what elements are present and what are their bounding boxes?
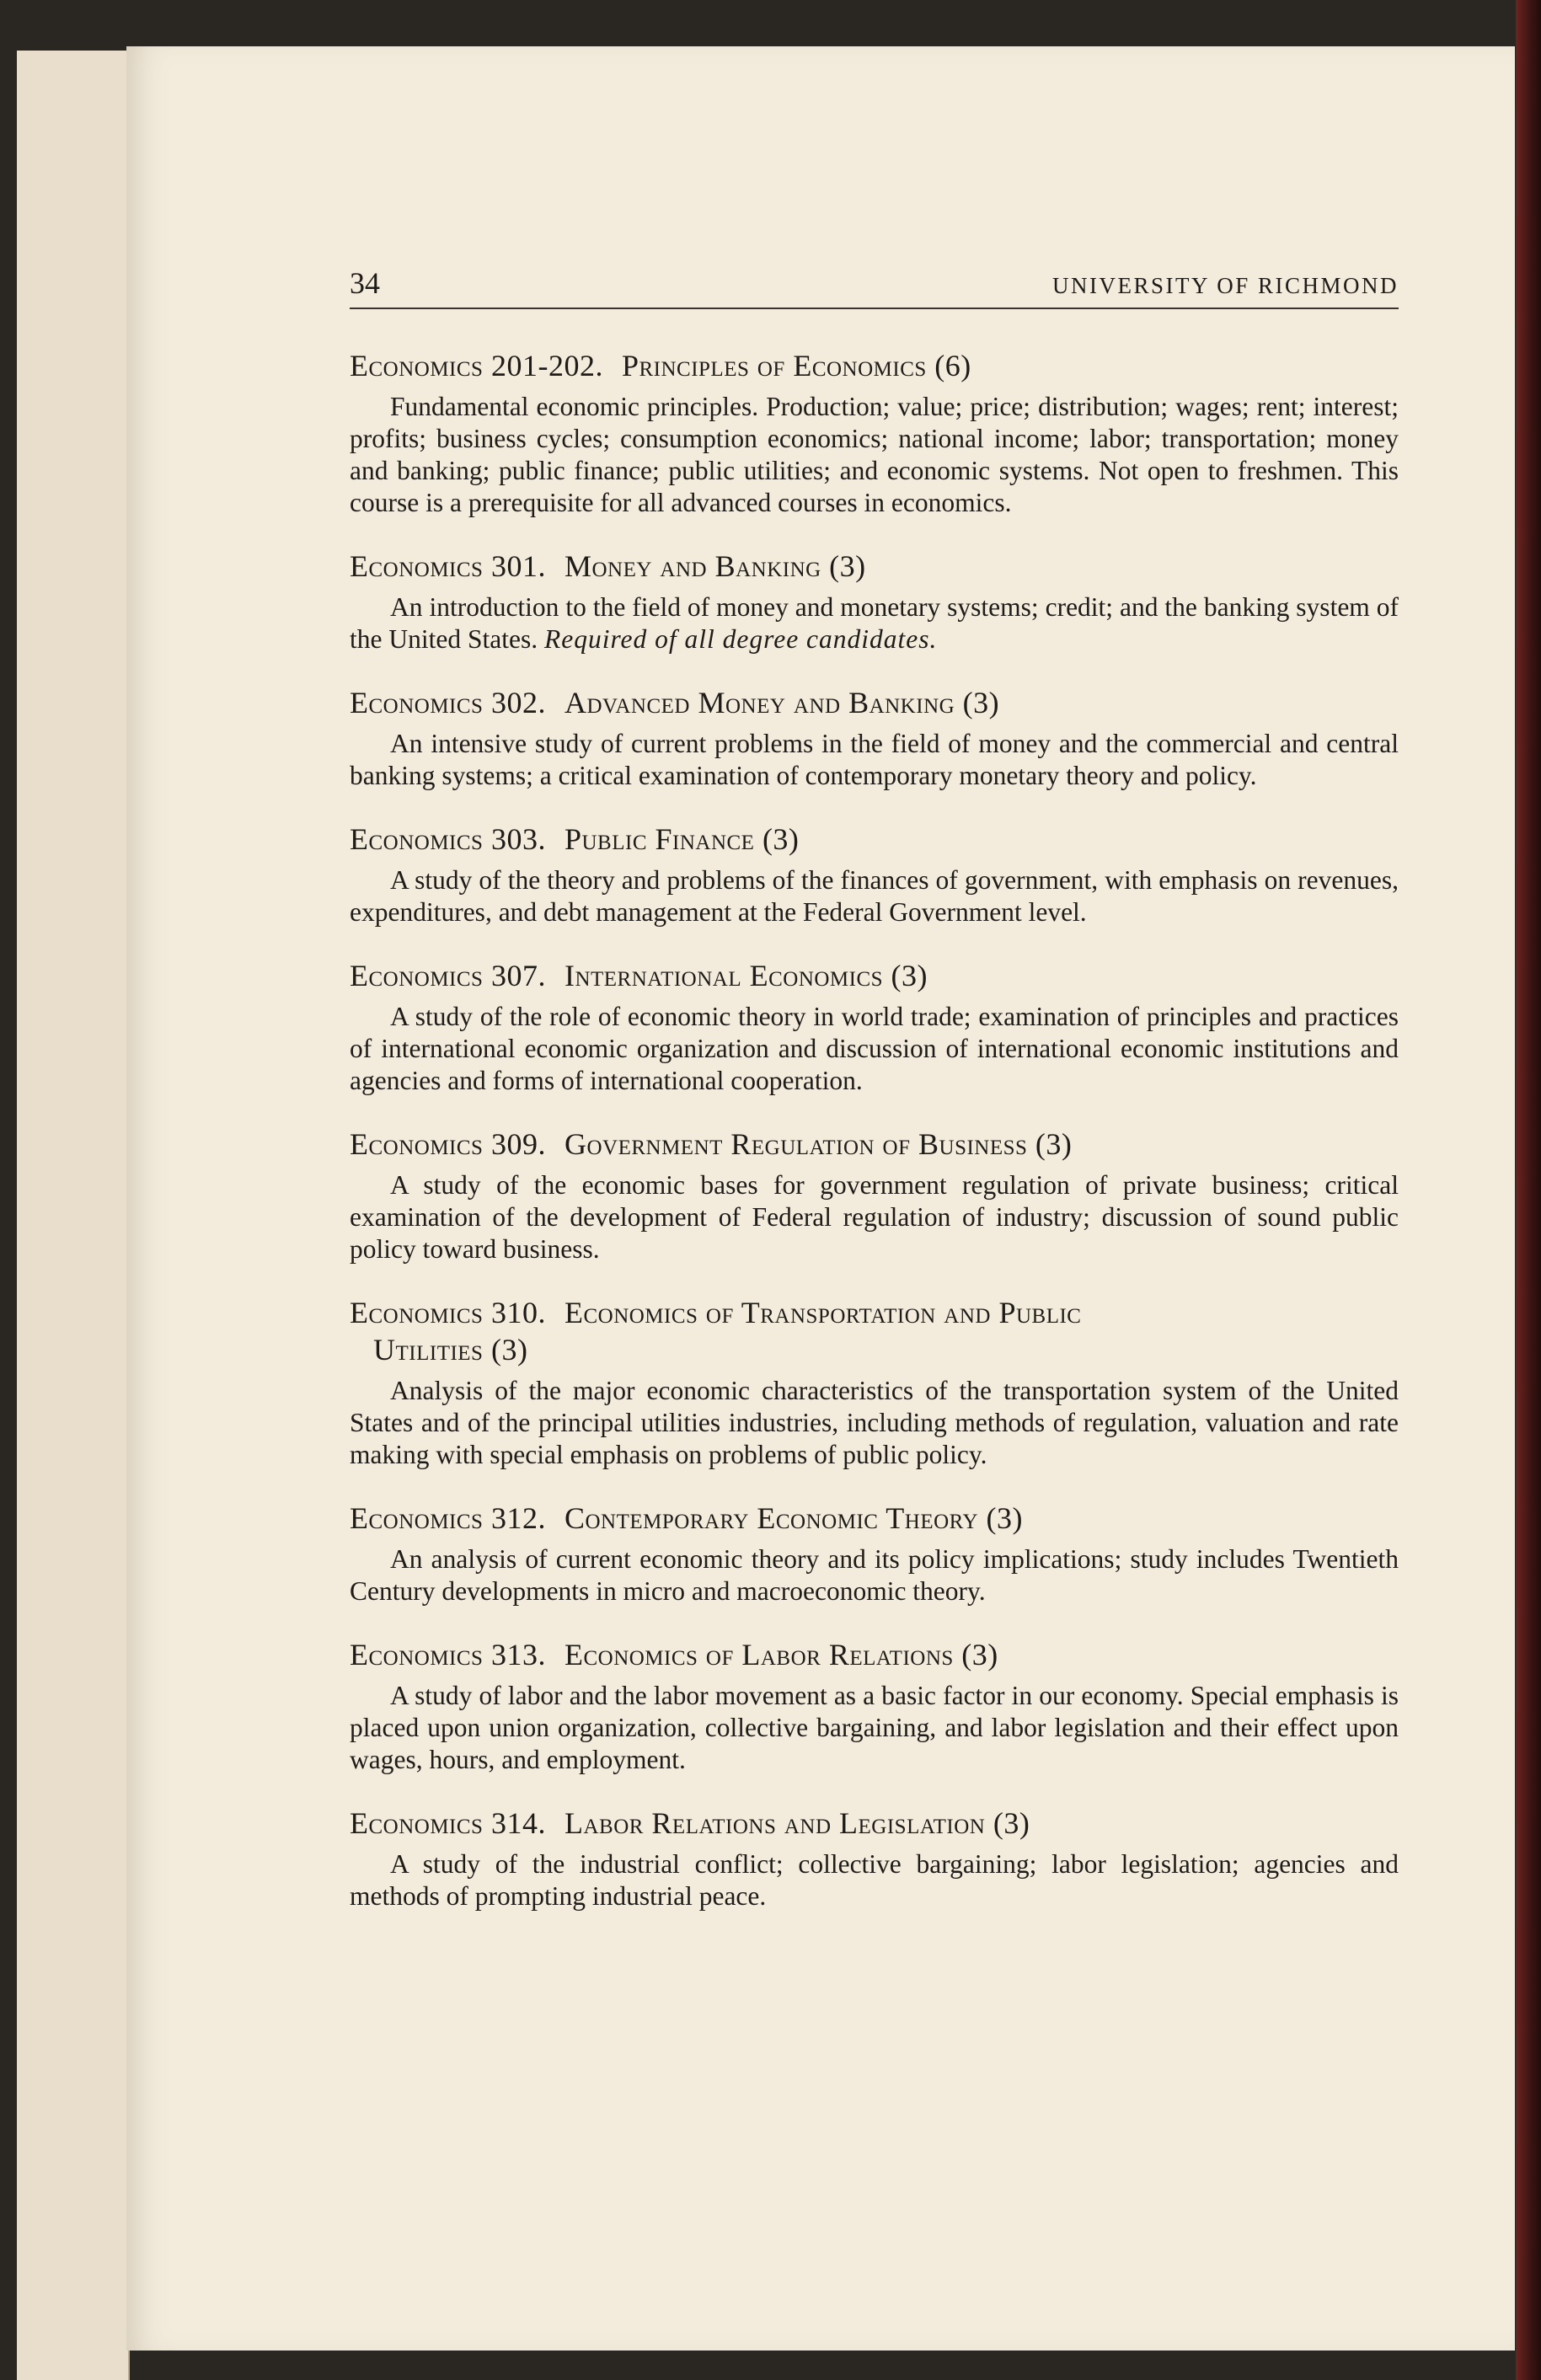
course-entry xyxy=(350,957,1399,1097)
course-heading xyxy=(350,821,1399,858)
page-content xyxy=(350,265,1399,1941)
course-heading xyxy=(350,684,1399,721)
course-title: Government Regulation of Business (3) xyxy=(564,1127,1073,1161)
course-title: Contemporary Economic Theory (3) xyxy=(564,1501,1023,1535)
page-edge xyxy=(40,51,64,2380)
course-heading xyxy=(350,1126,1399,1163)
course-heading xyxy=(350,1294,1399,1368)
book-binding xyxy=(1516,0,1541,2380)
course-heading xyxy=(350,548,1399,585)
course-description: A study of the role of economic theory in world trade; examination of principles and practices of international economic organization and discussion of international economic institutions and agencies and forms of international cooperation. xyxy=(350,1002,1399,1095)
course-label: Economics 301. xyxy=(350,549,546,583)
course-heading xyxy=(350,1500,1399,1537)
course-title-continued: Utilities (3) xyxy=(373,1333,528,1366)
course-label: Economics 309. xyxy=(350,1127,546,1161)
course-entry xyxy=(350,1636,1399,1776)
course-entry xyxy=(350,1805,1399,1912)
course-heading xyxy=(350,347,1399,384)
course-entry xyxy=(350,684,1399,792)
course-label: Economics 312. xyxy=(350,1501,546,1535)
running-header xyxy=(350,265,1399,309)
course-title: Money and Banking (3) xyxy=(564,549,866,583)
page-number: 34 xyxy=(350,266,380,300)
course-description: A study of the theory and problems of the finances of government, with emphasis on revenues, expenditures, and debt management at the Federal Government level. xyxy=(350,865,1399,927)
page-edge xyxy=(62,51,86,2380)
course-description-text: An introduction to the field of money and monetary systems; credit; and the banking system of the United States. xyxy=(350,592,1399,654)
course-description: A study of labor and the labor movement as a basic factor in our economy. Special emphasis is placed upon union organization, collective bargaining, and labor legislation and their effect upon wages, hours, and employment. xyxy=(350,1681,1399,1774)
course-heading xyxy=(350,1805,1399,1842)
course-label: Economics 314. xyxy=(350,1806,546,1840)
course-label: Economics 307. xyxy=(350,959,546,992)
course-entry xyxy=(350,1126,1399,1265)
course-description xyxy=(350,591,1399,655)
course-label: Economics 303. xyxy=(350,822,546,856)
course-label: Economics 313. xyxy=(350,1638,546,1671)
course-title: Economics of Labor Relations (3) xyxy=(564,1638,998,1671)
course-description: Fundamental economic principles. Production; value; price; distribution; wages; rent; interest; profits; business cycles; consumption economics; national income; labor; transportation; money and banking; public finance; public utilities; and economic systems. Not open to freshmen. This course is a prerequisite for all advanced courses in economics. xyxy=(350,392,1399,517)
page-edge xyxy=(84,51,108,2380)
course-heading xyxy=(350,957,1399,994)
course-heading xyxy=(350,1636,1399,1673)
course-title: Economics of Transportation and Public xyxy=(564,1296,1082,1329)
course-entry xyxy=(350,347,1399,519)
course-description: An analysis of current economic theory and its policy implications; study includes Twentieth Century developments in micro and macroeconomic theory. xyxy=(350,1544,1399,1606)
book-page xyxy=(126,46,1515,2351)
course-description: Analysis of the major economic characteristics of the transportation system of the United States and of the principal utilities industries, including methods of regulation, valuation and rate making with special emphasis on problems of public policy. xyxy=(350,1376,1399,1469)
course-label: Economics 310. xyxy=(350,1296,546,1329)
course-entry xyxy=(350,821,1399,928)
course-label: Economics 302. xyxy=(350,686,546,719)
course-entry xyxy=(350,1294,1399,1471)
course-description: A study of the economic bases for government regulation of private business; critical examination of the development of Federal regulation of industry; discussion of sound public policy toward business. xyxy=(350,1170,1399,1264)
header-title: UNIVERSITY OF RICHMOND xyxy=(1051,273,1399,298)
course-title: Public Finance (3) xyxy=(564,822,800,856)
course-description: A study of the industrial conflict; collective bargaining; labor legislation; agencies and methods of prompting industrial peace. xyxy=(350,1849,1399,1911)
course-title: International Economics (3) xyxy=(564,959,928,992)
course-title: Principles of Economics (6) xyxy=(621,349,971,382)
course-entry xyxy=(350,548,1399,655)
page-edge xyxy=(17,51,42,2380)
course-title: Labor Relations and Legislation (3) xyxy=(564,1806,1030,1840)
course-label: Economics 201-202. xyxy=(350,349,603,382)
course-entry xyxy=(350,1500,1399,1607)
course-requirement-note: Required of all degree candidates. xyxy=(543,624,938,654)
course-title: Advanced Money and Banking (3) xyxy=(564,686,1000,719)
course-description: An intensive study of current problems in the field of money and the commercial and central banking systems; a critical examination of contemporary monetary theory and policy. xyxy=(350,729,1399,790)
